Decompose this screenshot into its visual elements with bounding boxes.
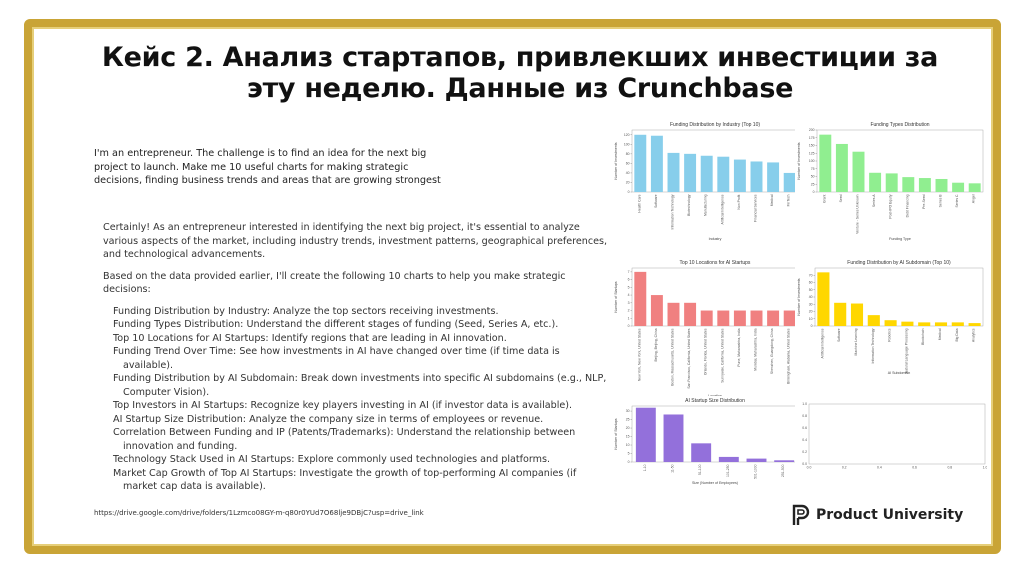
bar (701, 156, 713, 192)
list-item: AI Startup Size Distribution: Analyze the company size in terms of employees or revenue. (113, 413, 544, 425)
answer-paragraph-2: Based on the data provided earlier, I'll create the following 10 charts to help you make strategic decisions: (103, 270, 566, 295)
bar (651, 295, 663, 326)
x-tick-label: Software (837, 328, 842, 342)
y-tick-label: 0 (810, 324, 813, 329)
x-tick-label: Beijing, Beijing, China (653, 328, 658, 362)
x-tick-label: Natural Language Processing (904, 328, 909, 374)
bar (918, 322, 930, 326)
x-axis-label: AI Subdomain (887, 371, 911, 375)
chart-plan-list (113, 305, 608, 494)
bar (634, 135, 646, 192)
x-tick-label: 0.8 (947, 465, 953, 470)
slide-title-line-1: Кейс 2. Анализ стартапов, привлекших инвестиции за (101, 42, 939, 73)
x-tick-label: Seed (838, 194, 843, 203)
x-axis-label: Industry (708, 237, 722, 241)
x-tick-label: Boston, Massachusetts, United States (670, 328, 675, 386)
slide-title (60, 42, 980, 104)
x-tick-label: Mumbai, Maharashtra, India (753, 328, 758, 371)
y-tick-label: 200 (808, 128, 815, 133)
chart-types-svg (795, 120, 987, 242)
x-tick-label: Robotics (887, 328, 892, 342)
bar (969, 323, 981, 326)
x-axis-label: Size (Number of Employees) (692, 481, 738, 485)
bar (853, 152, 865, 192)
chart-title: Funding Distribution by Industry (Top 10) (669, 122, 761, 128)
y-tick-label: 3 (627, 300, 630, 305)
y-tick-label: 5 (627, 451, 630, 456)
list-item: Funding Trend Over Time: See how investments in AI have changed over time (if time data is available). (113, 346, 560, 371)
y-tick-label: 0 (627, 190, 630, 195)
y-axis-label: Number of Investments (614, 142, 618, 180)
x-tick-label: 11-50 (670, 464, 675, 473)
x-tick-label: Post-IPO Equity (888, 194, 893, 219)
x-tick-label: 1-10 (642, 464, 647, 472)
bar (634, 272, 646, 326)
bar (751, 311, 763, 326)
x-tick-label: Pre-Seed (921, 194, 926, 209)
x-tick-label: 0.6 (912, 465, 917, 470)
brand-logo (790, 503, 963, 527)
y-tick-label: 40 (808, 295, 813, 300)
y-tick-label: 0.4 (802, 438, 807, 443)
list-item: Funding Types Distribution: Understand the different stages of funding (Seed, Series A, etc.). (113, 319, 559, 330)
bar (747, 459, 767, 462)
bar (952, 183, 964, 192)
x-tick-label: 251-500 (781, 464, 786, 477)
x-tick-label: Orlando, Florida, United States (703, 328, 708, 376)
bar (886, 173, 898, 192)
y-tick-label: 7 (627, 269, 630, 274)
assistant-answer (103, 221, 608, 494)
x-tick-label: 1.0 (982, 465, 987, 470)
y-tick-label: 4 (627, 293, 630, 298)
bar (969, 183, 981, 192)
y-tick-label: 20 (625, 180, 630, 185)
y-tick-label: 175 (808, 135, 815, 140)
chart-locations-svg (612, 258, 802, 398)
bar (717, 157, 729, 192)
x-tick-label: Series C (955, 194, 960, 208)
bar (817, 272, 829, 326)
y-axis-label: Number of Investments (797, 142, 801, 180)
y-tick-label: 0.0 (802, 462, 807, 467)
bar (902, 177, 914, 192)
y-tick-label: 25 (625, 417, 630, 422)
slide-title-line-2: эту неделю. Данные из Crunchbase (246, 73, 794, 104)
y-tick-label: 5 (627, 285, 630, 290)
list-item: Correlation Between Funding and IP (Patents/Trademarks): Understand the relationship between innovation and funding. (113, 427, 576, 452)
x-tick-label: Artificial Intelligence (720, 194, 725, 225)
bar (664, 414, 684, 462)
chart-industry (612, 120, 802, 242)
x-tick-label: Pune, Maharashtra, India (736, 328, 741, 367)
bar (851, 304, 863, 326)
list-item: Funding Distribution by Industry: Analyze the top sectors receiving investments. (113, 305, 499, 317)
x-tick-label: 0.0 (806, 465, 812, 470)
y-tick-label: 70 (808, 273, 813, 278)
bar (819, 135, 831, 192)
y-axis-label: Number of Startups (614, 281, 618, 313)
bar (767, 162, 779, 192)
y-axis-label: Number of Startups (614, 418, 618, 450)
x-tick-label: Grant (822, 194, 827, 203)
list-item: Top Investors in AI Startups: Recognize key players investing in AI (if investor data is available). (113, 400, 573, 411)
x-tick-label: Artificial Intelligence (820, 328, 825, 359)
product-university-logo-icon (790, 503, 810, 527)
answer-paragraph-1: Certainly! As an entrepreneur interested in identifying the next big project, it's essential to analyze various aspects of the market, including industry trends, investment patterns, geographical preferences, and technological advancements. (103, 222, 608, 260)
bar (668, 153, 680, 192)
y-tick-label: 0 (812, 190, 815, 195)
x-tick-label: Birmingham, Alabama, United States (786, 328, 791, 384)
user-prompt: I'm an entrepreneur. The challenge is to find an idea for the next big project to launch. Make me 10 useful charts for making strategic decisions, finding business trends and areas that are growing strongest (94, 148, 441, 186)
bar (774, 460, 794, 462)
bar (784, 311, 796, 326)
y-axis-label: Number of Investments (797, 278, 801, 316)
y-tick-label: 20 (808, 309, 813, 314)
bar (784, 173, 796, 192)
chart-empty-svg (795, 400, 987, 472)
bar (834, 303, 846, 326)
x-tick-label: Venture - Series Unknown (855, 194, 860, 234)
list-item: Technology Stack Used in AI Startups: Explore commonly used technologies and platforms. (113, 454, 551, 465)
chart-subdomain-svg (795, 258, 987, 384)
chart-subdomain (795, 258, 987, 384)
chart-types (795, 120, 987, 242)
bar (691, 443, 711, 462)
y-tick-label: 10 (808, 316, 813, 321)
y-tick-label: 125 (808, 151, 815, 156)
y-tick-label: 0 (627, 460, 630, 465)
y-tick-label: 50 (808, 287, 813, 292)
y-tick-label: 1 (627, 316, 630, 321)
brand-name: Product University (816, 507, 964, 523)
y-tick-label: 1.0 (802, 402, 807, 407)
y-tick-label: 100 (808, 159, 815, 164)
bar (684, 303, 696, 326)
plot-area (809, 404, 985, 464)
y-tick-label: 30 (808, 302, 813, 307)
y-tick-label: 150 (808, 143, 815, 148)
list-item: Funding Distribution by AI Subdomain: Break down investments into specific AI subdomains (e.g., NLP, Computer Vision). (113, 373, 607, 398)
x-tick-label: Analytics (971, 328, 976, 343)
y-tick-label: 60 (808, 280, 813, 285)
chart-industry-svg (612, 120, 802, 242)
y-tick-label: 50 (810, 174, 815, 179)
x-tick-label: Sunnyvale, California, United States (720, 328, 725, 383)
chart-size-svg (612, 396, 802, 488)
x-tick-label: Medical (770, 194, 775, 207)
x-tick-label: 0.2 (841, 465, 847, 470)
plot-area (632, 406, 798, 462)
x-tick-label: Financial Services (753, 194, 758, 223)
x-tick-label: Shenzhen, Guangdong, China (770, 328, 775, 375)
bar (952, 322, 964, 326)
x-tick-label: 0.4 (877, 465, 882, 470)
bar (767, 311, 779, 326)
x-tick-label: Debt Financing (905, 194, 910, 218)
bar (868, 315, 880, 326)
x-tick-label: Information Technology (670, 194, 675, 230)
y-tick-label: 60 (625, 161, 630, 166)
y-tick-label: 0.8 (802, 414, 807, 419)
bar (719, 457, 739, 462)
chart-title: Funding Distribution by AI Subdomain (Top 10) (847, 260, 951, 266)
x-tick-label: Health Care (637, 194, 642, 213)
y-tick-label: 25 (810, 182, 815, 187)
bar (651, 136, 663, 192)
bar (668, 303, 680, 326)
y-tick-label: 15 (625, 434, 630, 439)
bar (901, 322, 913, 326)
x-tick-label: FinTech (786, 194, 791, 207)
chart-title: AI Startup Size Distribution (685, 398, 745, 404)
x-tick-label: Blockchain (921, 328, 926, 345)
x-tick-label: Non Profit (736, 194, 741, 210)
bar (885, 320, 897, 326)
y-tick-label: 0.6 (802, 426, 807, 431)
y-tick-label: 40 (625, 171, 630, 176)
y-tick-label: 6 (627, 277, 630, 282)
y-tick-label: 80 (625, 151, 630, 156)
bar (734, 311, 746, 326)
bar (636, 408, 656, 462)
x-tick-label: Information Technology (870, 328, 875, 364)
chart-title: Top 10 Locations for AI Startups (679, 260, 751, 266)
x-tick-label: Angel (971, 194, 976, 204)
bar (936, 179, 948, 192)
y-tick-label: 2 (627, 308, 630, 313)
x-tick-label: Series B (938, 194, 943, 208)
y-tick-label: 75 (810, 166, 815, 171)
x-tick-label: San Francisco, California, United States (687, 328, 692, 389)
y-tick-label: 0.2 (802, 450, 807, 455)
y-tick-label: 20 (625, 426, 630, 431)
y-tick-label: 10 (625, 443, 630, 448)
x-tick-label: New York, New York, United States (637, 328, 642, 382)
x-tick-label: Big Data (954, 328, 959, 342)
chart-size (612, 396, 802, 488)
x-tick-label: Manufacturing (703, 194, 708, 216)
x-tick-label: Machine Learning (854, 328, 858, 356)
bar (684, 154, 696, 192)
bar (751, 161, 763, 192)
bar (734, 160, 746, 192)
y-tick-label: 120 (623, 132, 630, 137)
y-tick-label: 0 (627, 324, 630, 329)
bar (935, 322, 947, 326)
chart-title: Funding Types Distribution (870, 122, 930, 128)
x-tick-label: Medical (938, 328, 942, 341)
y-tick-label: 100 (623, 142, 630, 147)
drive-link[interactable]: https://drive.google.com/drive/folders/1Lzmco08GY-m-q80r0YUd7O68lje9DBjC?usp=drive_link (94, 509, 424, 517)
bar (919, 178, 931, 192)
bar (869, 173, 881, 192)
bar (717, 311, 729, 326)
x-axis-label: Funding Type (889, 237, 911, 241)
x-tick-label: 101-250 (725, 464, 730, 477)
list-item: Market Cap Growth of Top AI Startups: Investigate the growth of top-performing AI companies (if market cap data is available). (113, 467, 577, 492)
chart-locations (612, 258, 802, 398)
x-tick-label: Software (653, 194, 658, 208)
x-tick-label: 501-1000 (753, 464, 758, 479)
list-item: Top 10 Locations for AI Startups: Identify regions that are leading in AI innovation. (113, 332, 507, 344)
bar (701, 311, 713, 326)
chart-empty (795, 400, 987, 472)
x-tick-label: Biotechnology (687, 194, 692, 216)
y-tick-label: 30 (625, 409, 630, 414)
x-tick-label: 51-100 (698, 464, 703, 476)
bar (836, 144, 848, 192)
x-tick-label: Series A (872, 194, 877, 208)
